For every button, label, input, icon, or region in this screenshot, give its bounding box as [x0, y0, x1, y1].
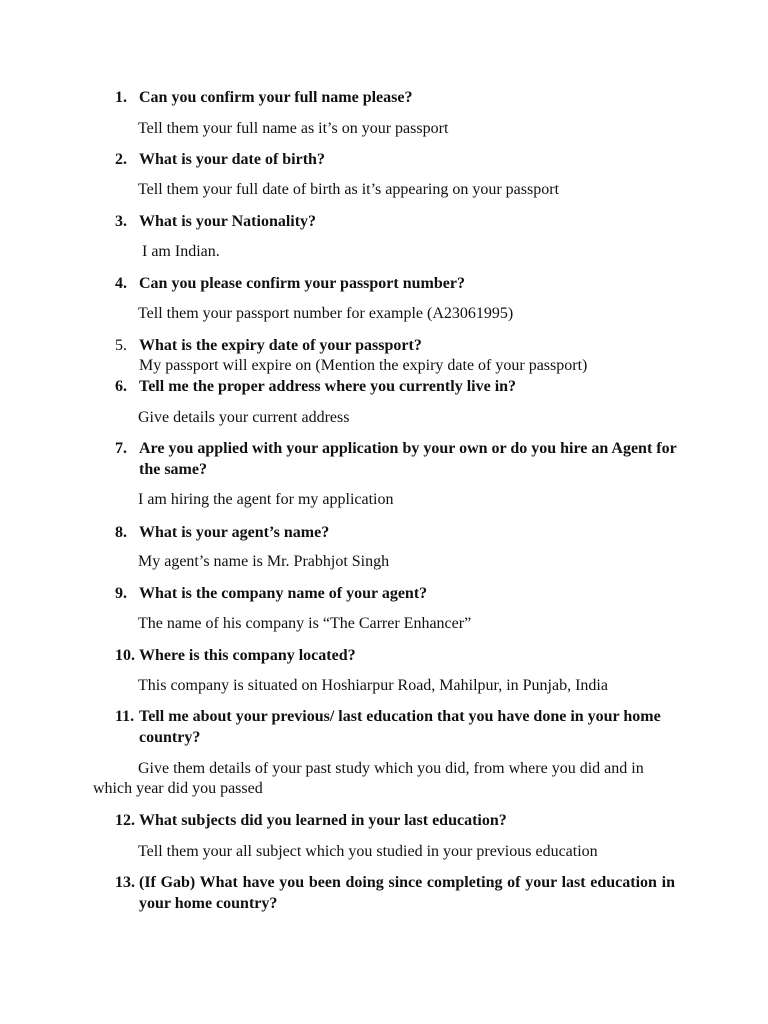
question-text: What is your date of birth? [139, 151, 325, 168]
question-number: 1. [115, 89, 127, 106]
question-number: 8. [115, 524, 127, 541]
question-text: What is your agent’s name? [139, 524, 330, 541]
question-text: What is your Nationality? [139, 213, 317, 230]
answer-text: Tell them your full name as it’s on your passport [138, 120, 449, 137]
question-text: What subjects did you learned in your last education? [139, 812, 507, 829]
answer-text: The name of his company is “The Carrer Enhancer” [138, 615, 472, 632]
question-number: 10. [115, 647, 135, 664]
answer-text: My agent’s name is Mr. Prabhjot Singh [138, 553, 390, 570]
question-text: What is the company name of your agent? [139, 585, 428, 602]
answer-text: Give details your current address [138, 409, 350, 426]
answer-text: I am hiring the agent for my application [138, 491, 394, 508]
answer-text: Tell them your passport number for example (A23061995) [138, 305, 514, 322]
answer-text: Give them details of your past study which you did, from where you did and in which year did you passed [93, 760, 644, 797]
question-number: 2. [115, 151, 127, 168]
question-number: 4. [115, 275, 127, 292]
question-text: Tell me about your previous/ last education that you have done in your home country? [139, 708, 661, 746]
question-number: 6. [115, 378, 127, 395]
question-number: 5. [115, 337, 127, 354]
question-number: 13. [115, 874, 135, 891]
answer-text: I am Indian. [142, 243, 220, 260]
question-number: 9. [115, 585, 127, 602]
question-text: Tell me the proper address where you currently live in? [139, 378, 517, 395]
question-number: 7. [115, 440, 127, 457]
answer-text: Tell them your full date of birth as it’s appearing on your passport [138, 181, 560, 198]
question-text: What is the expiry date of your passport? [139, 337, 422, 354]
question-text: Are you applied with your application by your own or do you hire an Agent for the same? [139, 440, 677, 478]
question-number: 11. [115, 708, 135, 725]
question-number: 3. [115, 213, 127, 230]
answer-text: My passport will expire on (Mention the expiry date of your passport) [139, 357, 588, 374]
question-text: (If Gab) What have you been doing since completing of your last education in your home country? [139, 874, 675, 912]
question-text: Can you please confirm your passport number? [139, 275, 465, 292]
question-number: 12. [115, 812, 135, 829]
question-text: Where is this company located? [139, 647, 356, 664]
question-text: Can you confirm your full name please? [139, 89, 413, 106]
answer-text: Tell them your all subject which you studied in your previous education [138, 843, 598, 860]
answer-text: This company is situated on Hoshiarpur Road, Mahilpur, in Punjab, India [138, 677, 608, 694]
